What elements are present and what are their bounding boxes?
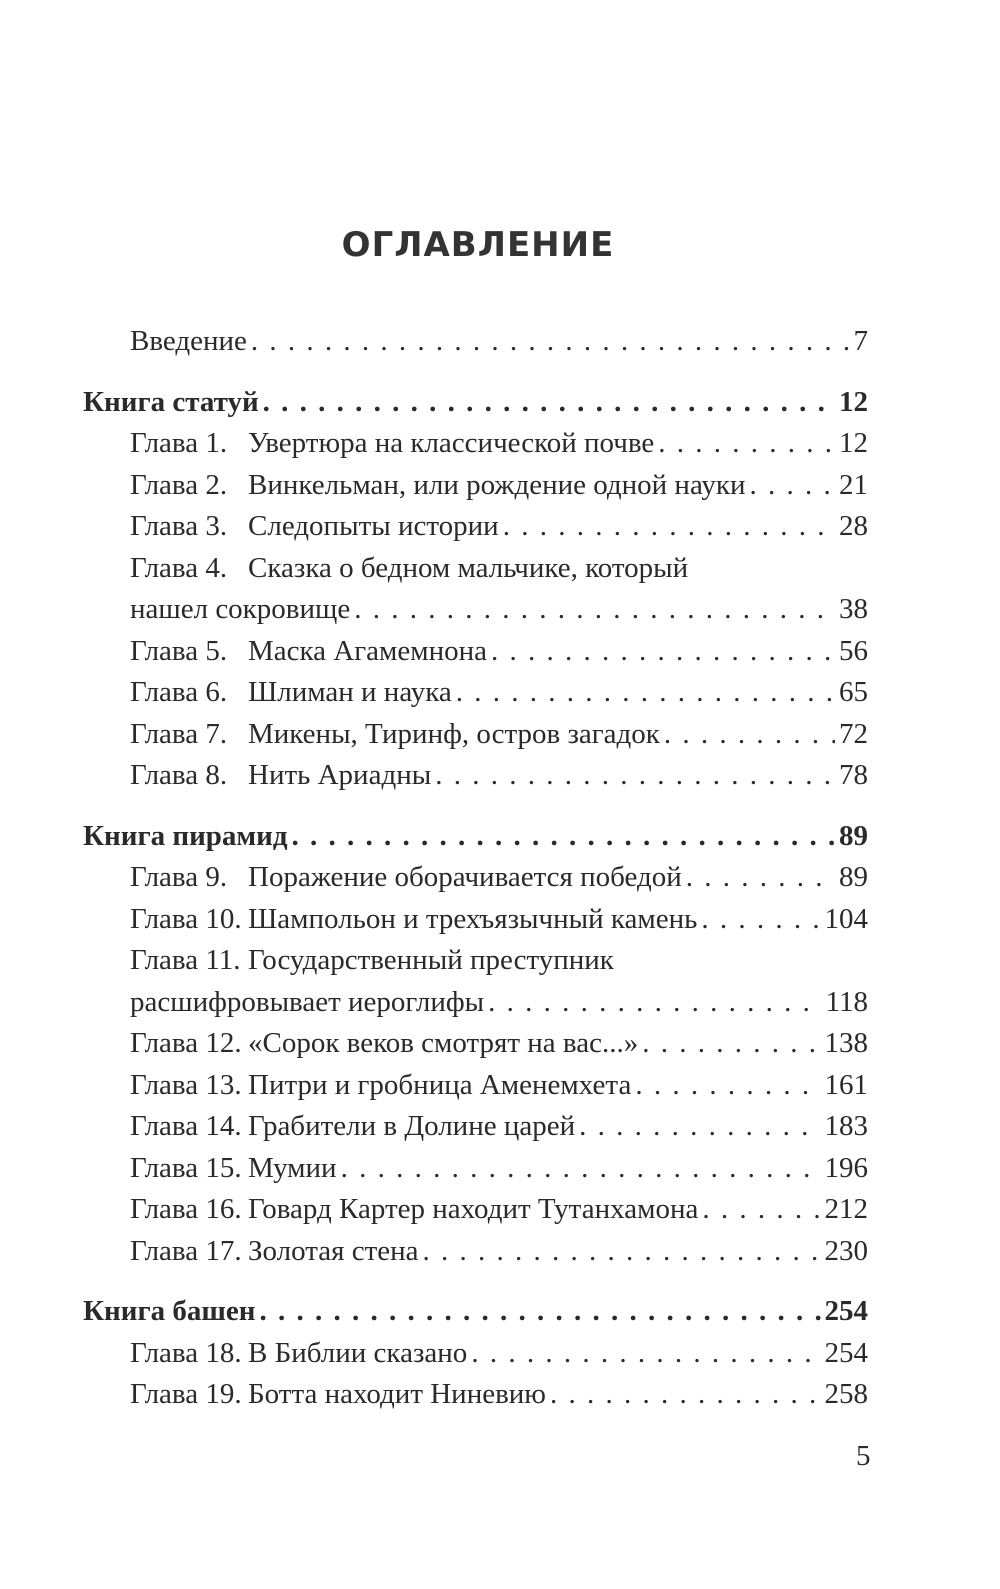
chapter-page: 89 [839,861,868,893]
book-title: Книга пирамид [83,819,288,852]
toc-chapter-entry [83,589,868,631]
chapter-label: Глава 3. [130,510,228,542]
toc-chapter-entry [83,755,868,797]
dot-leader [701,899,820,941]
chapter-label: Глава 15. [130,1151,242,1184]
chapter-label: Глава 2. [130,468,228,501]
chapter-page: 161 [824,1068,868,1101]
toc-chapter-entry [83,1148,868,1190]
dot-leader [251,321,850,363]
chapter-page: 212 [824,1193,868,1225]
table-of-contents [83,321,868,1416]
chapter-page: 38 [839,593,868,625]
dot-leader [686,857,835,899]
chapter-label: Глава 9. [130,861,228,893]
book-page: 12 [839,385,868,418]
chapter-page: 72 [839,717,868,750]
toc-chapter-entry [83,857,868,899]
page-title: ОГЛАВЛЕНИЕ [341,225,615,265]
toc-book-entry [83,816,868,858]
dot-leader [263,382,835,424]
chapter-title: Сказка о бедном мальчике, который [248,551,689,584]
book-title: Книга статуй [83,385,259,418]
dot-leader [259,1291,820,1333]
dot-leader [456,672,835,714]
dot-leader [292,816,835,858]
chapter-title: Грабители в Долине царей [248,1110,576,1142]
chapter-title: Увертюра на классической почве [248,427,655,459]
chapter-page: 258 [824,1378,868,1410]
chapter-page: 56 [839,634,868,667]
dot-leader [749,465,835,507]
toc-chapter-entry [83,1374,868,1416]
entry-page: 7 [853,325,868,357]
dot-leader [471,1333,820,1375]
chapter-label: Глава 4. [130,551,228,584]
chapter-title: В Библии сказано [248,1336,468,1369]
dot-leader [354,589,835,631]
dot-leader [550,1374,821,1416]
dot-leader [423,1231,821,1273]
toc-chapter-entry [83,506,868,548]
chapter-page: 28 [839,510,868,542]
chapter-title: Винкельман, или рождение одной науки [248,468,746,501]
chapter-label: Глава 19. [130,1378,242,1410]
chapter-title: Питри и гробница Аменемхета [248,1068,632,1101]
dot-leader [664,714,835,756]
chapter-label: Глава 10. [130,902,242,935]
dot-leader [658,423,835,465]
toc-book-entry [83,1291,868,1333]
toc-chapter-entry [83,982,868,1024]
chapter-title: нашел сокровище [130,593,351,625]
chapter-label: Глава 7. [130,717,228,750]
chapter-label: Глава 12. [130,1027,242,1059]
chapter-title: Ботта находит Ниневию [248,1378,546,1410]
toc-chapter-entry [83,940,868,982]
dot-leader [488,982,821,1024]
toc-chapter-entry [83,631,868,673]
chapter-title: Говард Картер находит Тутанхамона [248,1193,699,1225]
toc-chapter-entry [83,714,868,756]
dot-leader [435,755,835,797]
toc-book-entry [83,382,868,424]
chapter-page: 118 [825,985,868,1018]
page-number: 5 [856,1440,871,1472]
dot-leader [491,631,835,673]
chapter-page: 138 [824,1027,868,1059]
dot-leader [635,1065,820,1107]
chapter-title: расшифровывает иероглифы [130,985,485,1018]
chapter-label: Глава 16. [130,1193,242,1225]
chapter-page: 254 [824,1336,868,1369]
chapter-label: Глава 5. [130,634,228,667]
chapter-title: Шлиман и наука [248,676,452,708]
chapter-title: Шампольон и трехъязычный камень [248,902,698,935]
chapter-label: Глава 14. [130,1110,242,1142]
toc-chapter-entry [83,672,868,714]
chapter-title: Поражение оборачивается победой [248,861,682,893]
chapter-label: Глава 1. [130,427,228,459]
chapter-page: 196 [824,1151,868,1184]
chapter-label: Глава 8. [130,759,228,791]
book-title: Книга башен [83,1295,256,1327]
chapter-label: Глава 13. [130,1068,242,1101]
chapter-title: Следопыты истории [248,510,499,542]
toc-chapter-entry [83,1106,868,1148]
chapter-page: 230 [824,1234,868,1267]
dot-leader [503,506,835,548]
toc-chapter-entry [83,1333,868,1375]
chapter-page: 78 [839,759,868,791]
book-page: 254 [824,1295,868,1327]
chapter-title: «Сорок веков смотрят на вас...» [248,1027,639,1059]
chapter-label: Глава 6. [130,676,228,708]
toc-chapter-entry [83,548,868,590]
chapter-page: 104 [824,902,868,935]
chapter-title: Мумии [248,1151,337,1184]
toc-chapter-entry [83,465,868,507]
toc-chapter-entry [83,1023,868,1065]
entry-title: Введение [130,325,247,357]
toc-chapter-entry [83,1231,868,1273]
chapter-title: Золотая стена [248,1234,419,1267]
dot-leader [341,1148,821,1190]
chapter-title: Государственный преступник [248,944,614,976]
chapter-label: Глава 11. [130,944,241,976]
chapter-title: Микены, Тиринф, остров загадок [248,717,660,750]
chapter-page: 21 [839,468,868,501]
dot-leader [702,1189,820,1231]
toc-chapter-entry [83,899,868,941]
chapter-title: Маска Агамемнона [248,634,487,667]
dot-leader [642,1023,820,1065]
chapter-label: Глава 17. [130,1234,242,1267]
toc-entry-intro [83,321,868,363]
book-page: 89 [839,819,868,852]
chapter-page: 183 [824,1110,868,1142]
dot-leader [579,1106,820,1148]
chapter-label: Глава 18. [130,1336,242,1369]
toc-chapter-entry [83,1065,868,1107]
chapter-page: 12 [839,427,868,459]
chapter-title: Нить Ариадны [248,759,432,791]
chapter-page: 65 [839,676,868,708]
toc-chapter-entry [83,1189,868,1231]
toc-chapter-entry [83,423,868,465]
